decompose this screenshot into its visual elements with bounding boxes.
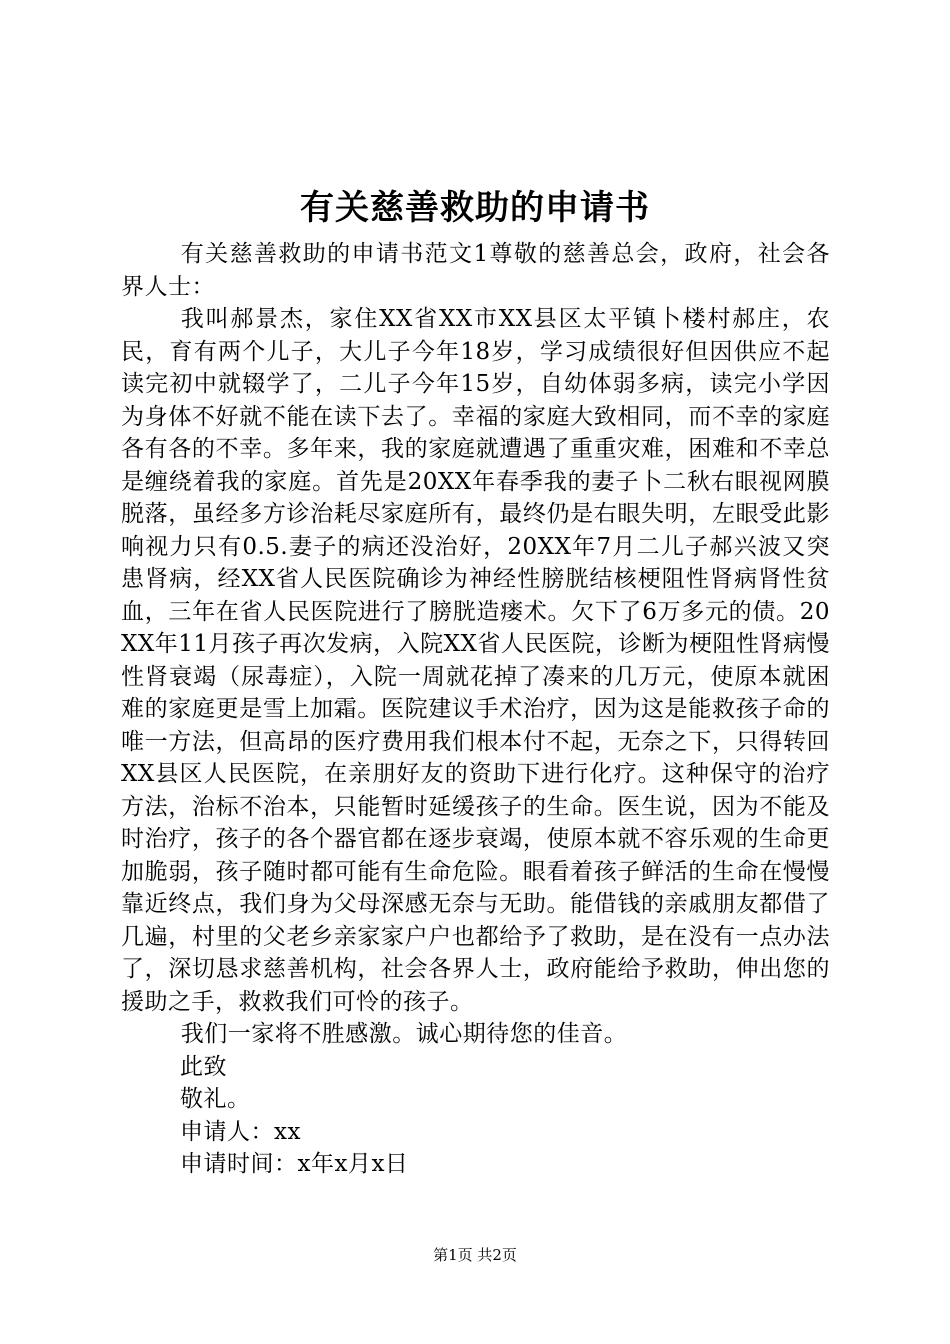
intro-paragraph: 有关慈善救助的申请书范文1尊敬的慈善总会，政府，社会各界人士：: [121, 241, 830, 300]
applicant-line: 申请人：xx: [180, 1118, 301, 1145]
page-footer: 第1页 共2页: [433, 1246, 517, 1264]
document-body: [121, 238, 830, 1181]
salutation-line-1: 此致: [180, 1053, 227, 1080]
document-title: 有关慈善救助的申请书: [300, 188, 650, 228]
salutation-line-2: 敬礼。: [180, 1086, 251, 1112]
main-paragraph: 我叫郝景杰，家住XX省XX市XX县区太平镇卜楼村郝庄，农民，育有两个儿子，大儿子今年18岁，学习成绩很好但因供应不起读完初中就辍学了，二儿子今年15岁，自幼体弱多病，读完小学因为身体不好就不能在读下去了。幸福的家庭大致相同，而不幸的家庭各有各的不幸。多年来，我的家庭就遭遇了重重灾难，困难和不幸总是缠绕着我的家庭。首先是20XX年春季我的妻子卜二秋右眼视网膜脱落，虽经多方诊治耗尽家庭所有，最终仍是右眼失明，左眼受此影响视力只有0.5.妻子的病还没治好，20XX年7月二儿子郝兴波又突患肾病，经XX省人民医院确诊为神经性膀胱结核梗阻性肾病肾性贫血，三年在省人民医院进行了膀胱造瘘术。欠下了6万多元的债。20XX年11月孩子再次发病，入院XX省人民医院，诊断为梗阻性肾病慢性肾衰竭（尿毒症），入院一周就花掉了凑来的几万元，使原本就困难的家庭更是雪上加霜。医院建议手术治疗，因为这是能救孩子命的唯一方法，但高昂的医疗费用我们根本付不起，无奈之下，只得转回XX县区人民医院，在亲朋好友的资助下进行化疗。这种保守的治疗方法，治标不治本，只能暂时延缓孩子的生命。医生说，因为不能及时治疗，孩子的各个器官都在逐步衰竭，使原本就不容乐观的生命更加脆弱，孩子随时都可能有生命危险。眼看着孩子鲜活的生命在慢慢靠近终点，我们身为父母深感无奈与无助。能借钱的亲戚朋友都借了几遍，村里的父老乡亲家家户户也都给予了救助，是在没有一点办法了，深切恳求慈善机构，社会各界人士，政府能给予救助，伸出您的援助之手，救救我们可怜的孩子。: [121, 306, 830, 1015]
thanks-paragraph: 我们一家将不胜感激。诚心期待您的佳音。: [180, 1021, 628, 1047]
date-line: 申请时间：x年x月x日: [180, 1151, 409, 1177]
